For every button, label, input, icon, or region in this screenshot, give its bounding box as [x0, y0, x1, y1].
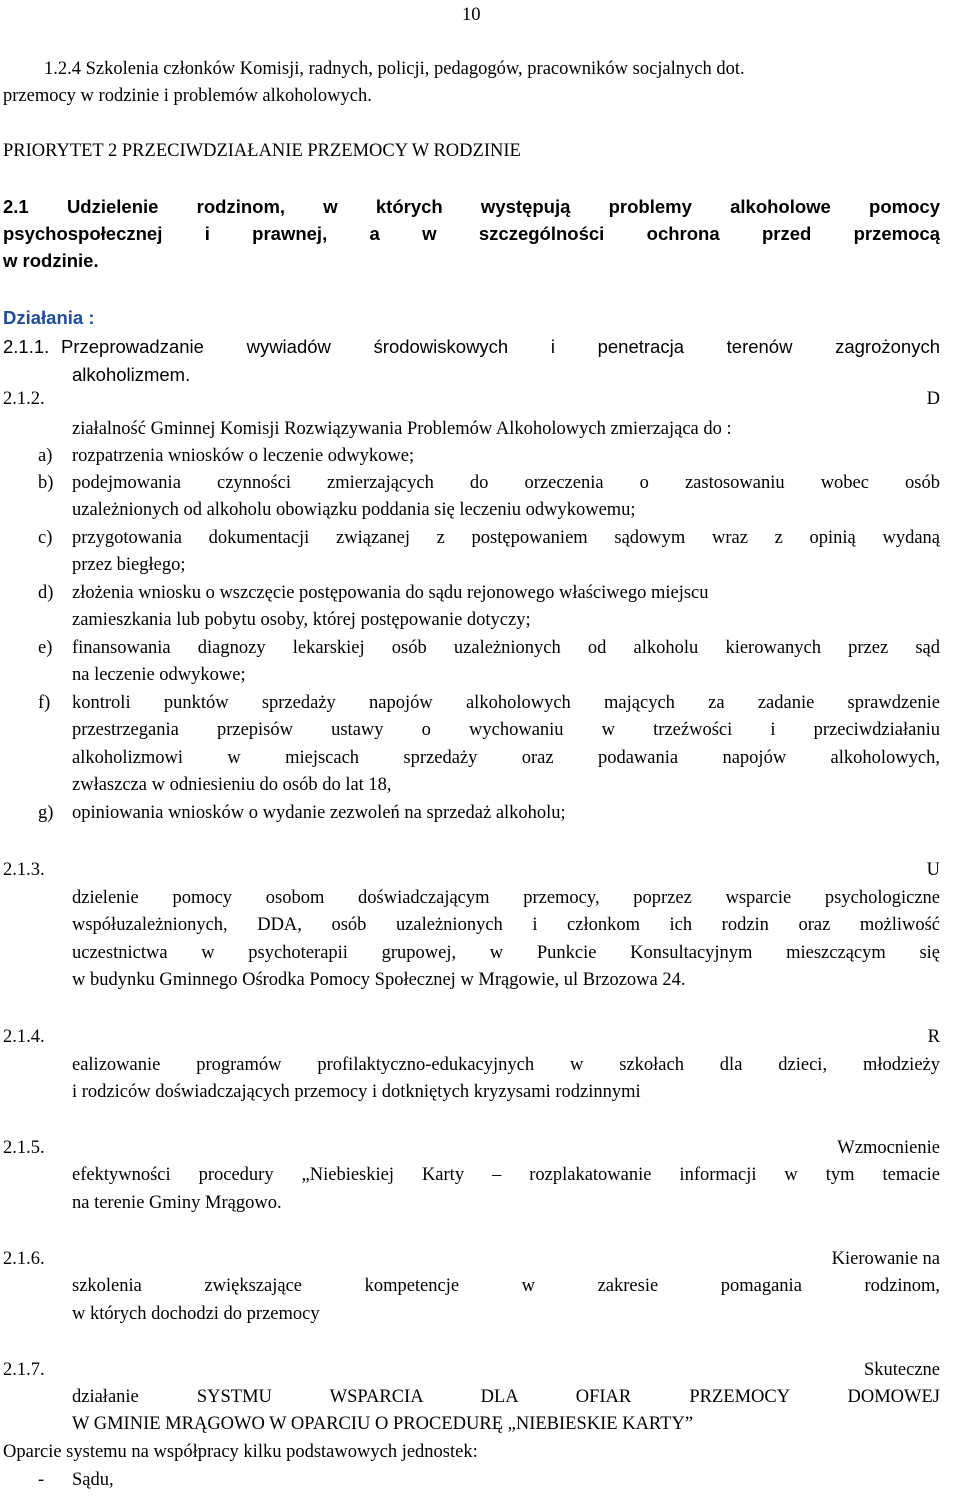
item-215-number: 2.1.5. [3, 1138, 45, 1158]
support-intro: Oparcie systemu na współpracy kilku podstawowych jednostek: [3, 1442, 478, 1462]
support-item: Sądu, [72, 1470, 114, 1490]
item-211-line1: Przeprowadzanie wywiadów środowiskowych i penetracja terenów zagrożonych [61, 336, 940, 357]
item-216-initial: Kierowanie na [831, 1249, 940, 1269]
item-215-line2: na terenie Gminy Mrągowo. [72, 1193, 282, 1213]
list-text: zamieszkania lub pobytu osoby, której postępowanie dotyczy; [72, 610, 531, 630]
actions-label: Działania : [3, 307, 95, 328]
item-212-initial: D [926, 389, 940, 409]
item-216-line1: szkolenia zwiększające kompetencje w zakresie pomagania rodzinom, [72, 1276, 940, 1296]
item-213-initial: U [926, 860, 940, 880]
list-text: rozpatrzenia wniosków o leczenie odwykowe; [72, 446, 415, 466]
list-text: podejmowania czynności zmierzających do orzeczenia o zastosowaniu wobec osób [72, 473, 940, 493]
item-213-line2: współuzależnionych, DDA, osób uzależnionych i członkom ich rodzin oraz możliwość [72, 915, 940, 935]
item-213-line4: w budynku Gminnego Ośrodka Pomocy Społecznej w Mrągowie, ul Brzozowa 24. [72, 970, 686, 990]
list-text: na leczenie odwykowe; [72, 665, 246, 685]
section-124-line1: 1.2.4 Szkolenia członków Komisji, radnych, policji, pedagogów, pracowników socjalnych dot. [44, 59, 745, 79]
item-216-number: 2.1.6. [3, 1249, 45, 1269]
page-number: 10 [462, 5, 481, 25]
priority-heading: PRIORYTET 2 PRZECIWDZIAŁANIE PRZEMOCY W RODZINIE [3, 141, 521, 161]
item-213-number: 2.1.3. [3, 860, 45, 880]
list-text: finansowania diagnozy lekarskiej osób uzależnionych od alkoholu kierowanych przez sąd [72, 638, 940, 658]
item-214-initial: R [927, 1027, 940, 1047]
list-label: e) [38, 638, 53, 658]
item-213-line3: uczestnictwa w psychoterapii grupowej, w Punkcie Konsultacyjnym mieszczącym się [72, 943, 940, 963]
item-211-line2: alkoholizmem. [72, 364, 191, 385]
item-212-number: 2.1.2. [3, 389, 45, 409]
list-text: uzależnionych od alkoholu obowiązku poddania się leczeniu odwykowemu; [72, 500, 636, 520]
item-217-line1: działanie SYSTMU WSPARCIA DLA OFIAR PRZEMOCY DOMOWEJ [72, 1387, 940, 1407]
item-214-line2: i rodziców doświadczających przemocy i dotkniętych kryzysami rodzinnymi [72, 1082, 641, 1102]
list-text: kontroli punktów sprzedaży napojów alkoholowych mających za zadanie sprawdzenie [72, 693, 940, 713]
list-text: alkoholizmowi w miejscach sprzedaży oraz podawania napojów alkoholowych, [72, 748, 940, 768]
item-217-initial: Skuteczne [863, 1360, 940, 1380]
item-212-intro: ziałalność Gminnej Komisji Rozwiązywania Problemów Alkoholowych zmierzająca do : [72, 419, 732, 439]
list-label: c) [38, 528, 53, 548]
item-215-line1: efektywności procedury „Niebieskiej Karty – rozplakatowanie informacji w tym temacie [72, 1165, 940, 1185]
section-21-line2: psychospołecznej i prawnej, a w szczególności ochrona przed przemocą [3, 223, 940, 244]
section-21-line3: w rodzinie. [3, 250, 99, 271]
list-text: zwłaszcza w odniesieniu do osób do lat 18, [72, 775, 392, 795]
list-text: przygotowania dokumentacji związanej z postępowaniem sądowym wraz z opinią wydaną [72, 528, 940, 548]
item-211-number: 2.1.1. [3, 336, 50, 357]
list-label: f) [38, 693, 51, 713]
list-label: g) [38, 803, 54, 823]
list-text: złożenia wniosku o wszczęcie postępowania do sądu rejonowego właściwego miejscu [72, 583, 709, 603]
list-label: a) [38, 446, 53, 466]
section-124-line2: przemocy w rodzinie i problemów alkoholowych. [3, 86, 372, 106]
item-216-line2: w których dochodzi do przemocy [72, 1304, 320, 1324]
item-215-initial: Wzmocnienie [837, 1138, 940, 1158]
item-214-number: 2.1.4. [3, 1027, 45, 1047]
list-text: przez biegłego; [72, 555, 186, 575]
item-217-number: 2.1.7. [3, 1360, 45, 1380]
section-21-line1: 2.1 Udzielenie rodzinom, w których występują problemy alkoholowe pomocy [3, 196, 940, 217]
item-217-line2: W GMINIE MRĄGOWO W OPARCIU O PROCEDURĘ „NIEBIESKIE KARTY” [72, 1414, 694, 1434]
list-label: b) [38, 473, 54, 493]
list-label: d) [38, 583, 54, 603]
list-text: opiniowania wniosków o wydanie zezwoleń na sprzedaż alkoholu; [72, 803, 566, 823]
support-dash: - [38, 1470, 45, 1490]
item-213-line1: dzielenie pomocy osobom doświadczającym przemocy, poprzez wsparcie psychologiczne [72, 888, 940, 908]
list-text: przestrzegania przepisów ustawy o wychowaniu w trzeźwości i przeciwdziałaniu [72, 720, 940, 740]
item-214-line1: ealizowanie programów profilaktyczno-edukacyjnych w szkołach dla dzieci, młodzieży [72, 1055, 940, 1075]
